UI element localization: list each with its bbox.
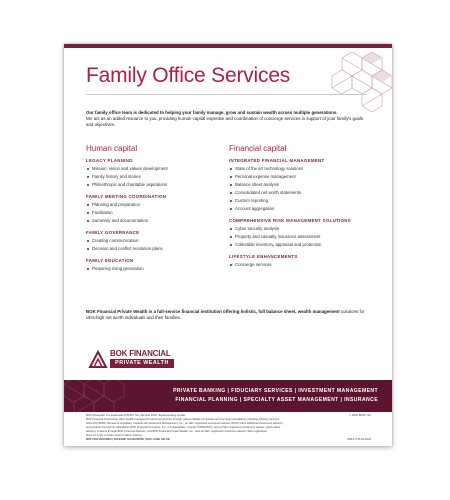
list-item: Planning and preparation	[86, 201, 216, 209]
list-item: Creating communication	[86, 237, 216, 245]
list-item: Personal expense management	[229, 173, 369, 181]
list-item: Collectible inventory, appraisal and protection	[229, 241, 369, 249]
logo-subtitle: PRIVATE WEALTH	[110, 359, 174, 368]
closing-paragraph	[86, 309, 366, 321]
bullet-list	[86, 201, 216, 225]
list-item: Account aggregation	[229, 205, 369, 213]
list-item: Concierge services	[229, 261, 369, 269]
closing-body: solutions for ultra-high net worth individuals and their families.	[86, 309, 365, 320]
column-title: Financial capital	[229, 144, 287, 153]
list-item: Property and casualty insurance assessment	[229, 233, 369, 241]
section-heading: LIFESTYLE ENHANCEMENTS	[229, 254, 298, 259]
bullet-list	[229, 261, 369, 269]
bullet-list	[229, 165, 369, 213]
disclaimer-line: BOK Financial Corporation offers wealth management and trust services through various affiliate companies and non-bank subsidiaries including advisory services	[86, 418, 280, 421]
disclaimer-line: and products through its subsidiaries BOK Financial Securities, Inc., a broker/dealer, member FINRA/SIPC, and an SEC registered investment adviser, which offers	[86, 426, 281, 429]
list-item: State of the art technology solutions	[229, 165, 369, 173]
list-item: Family history and stories	[86, 173, 216, 181]
section-heading: FAMILY EDUCATION	[86, 258, 134, 263]
nfdi-notice: NOT FDIC INSURED | NO BANK GUARANTEE | MAY LOSE VALUE	[86, 438, 170, 441]
disclaimer-line: offered by BOKF, NA and its subsidiary Cavanal Hill Investment Management, Inc., an SEC registered investment adviser. BOKF offers additional investment advisory	[86, 422, 283, 425]
copyright-note: © 2022 BOKF, NA	[349, 414, 371, 417]
page-title: Family Office Services	[86, 64, 291, 87]
bok-financial-logo	[88, 347, 178, 373]
disclaimer-footer-row	[86, 438, 371, 442]
intro-paragraph	[86, 110, 368, 128]
disclaimer	[86, 414, 371, 442]
closing-lead: BOK Financial Private Wealth is a full-service financial institution offering holistic, full balance sheet, wealth management	[86, 309, 340, 314]
services-line-2: FINANCIAL PLANNING | SPECIALTY ASSET MANAGEMENT | INSURANCE	[175, 397, 378, 403]
services-line-1: PRIVATE BANKING | FIDUCIARY SERVICES | INVESTMENT MANAGEMENT	[173, 388, 378, 394]
title-divider	[86, 94, 367, 95]
top-accent-bar	[64, 44, 392, 48]
list-item: Preparing rising generation	[86, 265, 216, 273]
list-item: Mission, vision and values development	[86, 165, 216, 173]
column-title: Human capital	[86, 144, 138, 153]
disclaimer-line: advisory products through BOK Financial Advisors, and BOK Financial Private Wealth, Inc., also an SEC registered investment adviser. SEC registration	[86, 430, 267, 433]
intro-body: We act as an added resource to you, providing human capital expertise and coordination of concierge services in support of your family's goals and objectives.	[86, 116, 364, 127]
flyer-page	[64, 44, 392, 446]
bullet-list	[86, 237, 216, 253]
section-heading: LEGACY PLANNING	[86, 158, 133, 163]
bullet-list	[229, 225, 369, 249]
services-band	[64, 380, 392, 412]
intro-lead: Our family office team is dedicated to helping your family manage, grow and sustain wealth across multiple generations.	[86, 110, 338, 115]
list-item: Decision and conflict resolution plans	[86, 245, 216, 253]
list-item: Consolidated net worth statements	[229, 189, 369, 197]
bullet-list	[86, 265, 216, 273]
section-heading: COMPREHENSIVE RISK MANAGEMENT SOLUTIONS	[229, 218, 351, 223]
list-item: Facilitation	[86, 209, 216, 217]
human-capital-column	[86, 144, 216, 273]
list-item: Summary and documentation	[86, 217, 216, 225]
section-heading: FAMILY GOVERNANCE	[86, 230, 140, 235]
list-item: Custom reporting	[229, 197, 369, 205]
financial-capital-column	[229, 144, 369, 269]
band-pattern-decoration	[64, 380, 144, 412]
section-heading: INTEGRATED FINANCIAL MANAGEMENT	[229, 158, 325, 163]
logo-mark-icon	[88, 349, 108, 369]
trademark-note: BOK Financial® is a trademark of BOKF, NA. Member FDIC. Equal Housing Lender.	[86, 414, 186, 417]
document-code: WM-17715 04-2022	[347, 438, 371, 441]
list-item: Cyber security analysis	[229, 225, 369, 233]
disclaimer-line: does not imply a certain level of skill or training.	[86, 434, 143, 437]
section-heading: FAMILY MEETING COORDINATION	[86, 194, 167, 199]
bullet-list	[86, 165, 216, 189]
logo-name: BOK FINANCIAL	[110, 349, 171, 358]
list-item: Philanthropic and charitable aspirations	[86, 181, 216, 189]
geometric-pattern-decoration	[322, 52, 392, 114]
list-item: Balance sheet analysis	[229, 181, 369, 189]
